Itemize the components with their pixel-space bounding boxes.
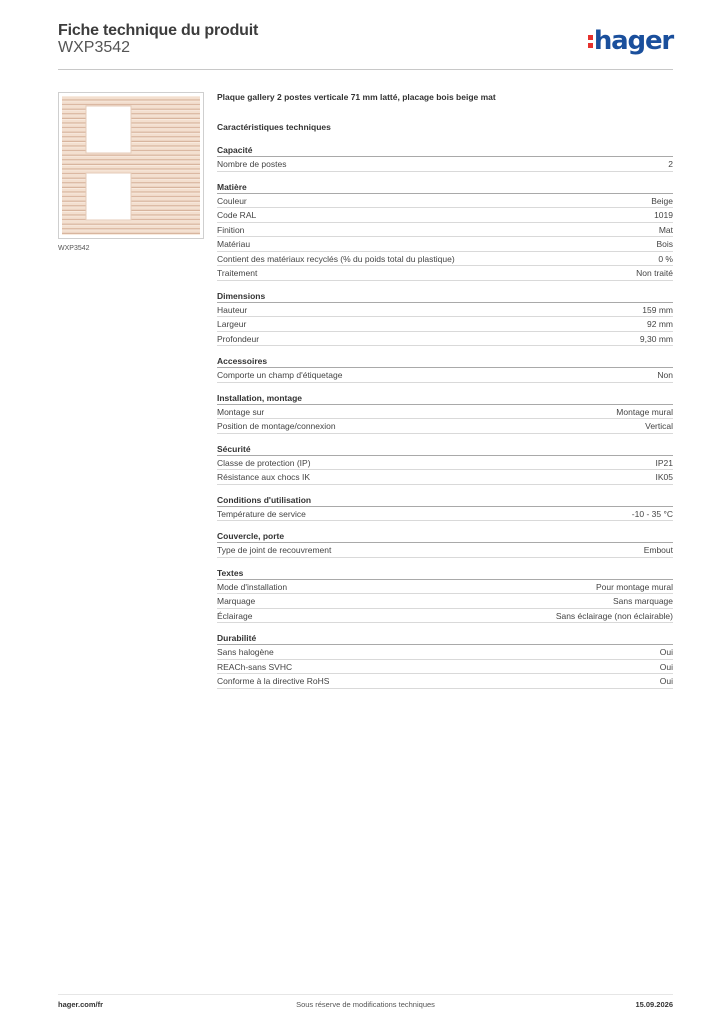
spec-value: 1019 [654, 210, 673, 220]
spec-row [217, 543, 673, 558]
spec-value: Bois [656, 239, 673, 249]
spec-row [217, 580, 673, 595]
product-description: Plaque gallery 2 postes verticale 71 mm latté, placage bois beige mat [217, 92, 496, 102]
spec-value: 159 mm [642, 304, 673, 315]
spec-label: Type de joint de recouvrement [217, 545, 332, 555]
spec-section [217, 181, 673, 281]
logo-text: hager [593, 26, 673, 56]
spec-label: Marquage [217, 596, 256, 606]
footer-date: 15.09.2026 [635, 1000, 673, 1009]
spec-section [217, 567, 673, 624]
spec-value: Pour montage mural [595, 581, 673, 592]
spec-label: Classe de protection (IP) [217, 457, 311, 468]
spec-section [217, 355, 673, 383]
spec-value: Oui [659, 647, 673, 657]
spec-label: Nombre de postes [217, 159, 287, 169]
spec-label: Largeur [217, 319, 247, 329]
spec-section [217, 443, 673, 485]
spec-value: 2 [668, 159, 673, 169]
spec-value: Mat [658, 224, 673, 235]
spec-row [217, 317, 673, 332]
section-title: Matière [217, 181, 673, 194]
product-reference: WXP3542 [58, 39, 131, 56]
spec-section [217, 290, 673, 347]
product-image [58, 92, 204, 239]
spec-row [217, 303, 673, 318]
spec-value: 92 mm [647, 319, 673, 329]
section-title: Sécurité [217, 443, 673, 456]
specs-heading: Caractéristiques techniques [217, 122, 331, 132]
spec-label: Conforme à la directive RoHS [217, 676, 330, 686]
spec-value: Oui [659, 661, 673, 672]
spec-section [217, 144, 673, 172]
spec-label: Comporte un champ d'étiquetage [217, 370, 343, 380]
spec-value: Beige [651, 195, 673, 206]
spec-value: Non traité [636, 268, 673, 278]
spec-row [217, 237, 673, 252]
spec-content [217, 92, 673, 698]
spec-value: Montage mural [616, 406, 673, 417]
spec-value: Sans marquage [612, 596, 673, 606]
spec-label: Matériau [217, 239, 251, 249]
section-title: Dimensions [217, 290, 673, 303]
page-footer [58, 994, 673, 1008]
spec-section [217, 632, 673, 689]
spec-label: REACh-sans SVHC [217, 661, 293, 672]
spec-value: IP21 [655, 457, 673, 468]
spec-row [217, 405, 673, 420]
spec-row [217, 594, 673, 609]
spec-label: Traitement [217, 268, 258, 278]
spec-section [217, 392, 673, 434]
spec-row [217, 368, 673, 383]
spec-row [217, 609, 673, 624]
spec-row [217, 208, 673, 223]
footer-website-link[interactable]: hager.com/fr [58, 1000, 104, 1009]
image-caption: WXP3542 [58, 245, 90, 252]
spec-row [217, 252, 673, 267]
section-title: Accessoires [217, 355, 673, 368]
wall-plate-picture [62, 96, 200, 235]
footer-notice: Sous réserve de modifications techniques [296, 1000, 435, 1009]
spec-label: Finition [217, 224, 245, 235]
logo-dots-icon [588, 35, 593, 51]
spec-value: IK05 [655, 472, 673, 482]
spec-label: Profondeur [217, 333, 260, 344]
spec-row [217, 419, 673, 434]
spec-value: 0 % [658, 253, 673, 264]
spec-value: Sans éclairage (non éclairable) [555, 610, 673, 621]
spec-row [217, 194, 673, 209]
spec-row [217, 157, 673, 172]
spec-row [217, 645, 673, 660]
spec-label: Sans halogène [217, 647, 274, 657]
spec-label: Position de montage/connexion [217, 421, 336, 431]
spec-label: Hauteur [217, 304, 248, 315]
spec-label: Température de service [217, 508, 306, 519]
spec-sections [217, 144, 673, 689]
spec-section [217, 530, 673, 558]
spec-row [217, 332, 673, 347]
spec-label: Code RAL [217, 210, 257, 220]
spec-label: Éclairage [217, 610, 253, 621]
spec-value: Non [657, 370, 673, 380]
spec-label: Mode d'installation [217, 581, 288, 592]
spec-value: Embout [643, 545, 673, 555]
spec-row [217, 660, 673, 675]
spec-row [217, 456, 673, 471]
section-title: Capacité [217, 144, 673, 157]
section-title: Durabilité [217, 632, 673, 645]
spec-row [217, 674, 673, 689]
spec-row [217, 223, 673, 238]
hager-logo[interactable] [588, 26, 673, 56]
spec-label: Résistance aux chocs IK [217, 472, 311, 482]
section-title: Installation, montage [217, 392, 673, 405]
spec-value: Vertical [645, 421, 673, 431]
spec-label: Couleur [217, 195, 247, 206]
spec-row [217, 266, 673, 281]
section-title: Textes [217, 567, 673, 580]
spec-value: 9,30 mm [639, 333, 673, 344]
section-title: Couvercle, porte [217, 530, 673, 543]
spec-value: -10 - 35 °C [631, 508, 673, 519]
document-title: Fiche technique du produit [58, 22, 259, 39]
spec-section [217, 494, 673, 522]
spec-label: Montage sur [217, 406, 265, 417]
spec-row [217, 470, 673, 485]
section-title: Conditions d'utilisation [217, 494, 673, 507]
spec-value: Oui [659, 676, 673, 686]
spec-label: Contient des matériaux recyclés (% du poids total du plastique) [217, 253, 455, 264]
page-header [58, 22, 673, 70]
spec-row [217, 507, 673, 522]
